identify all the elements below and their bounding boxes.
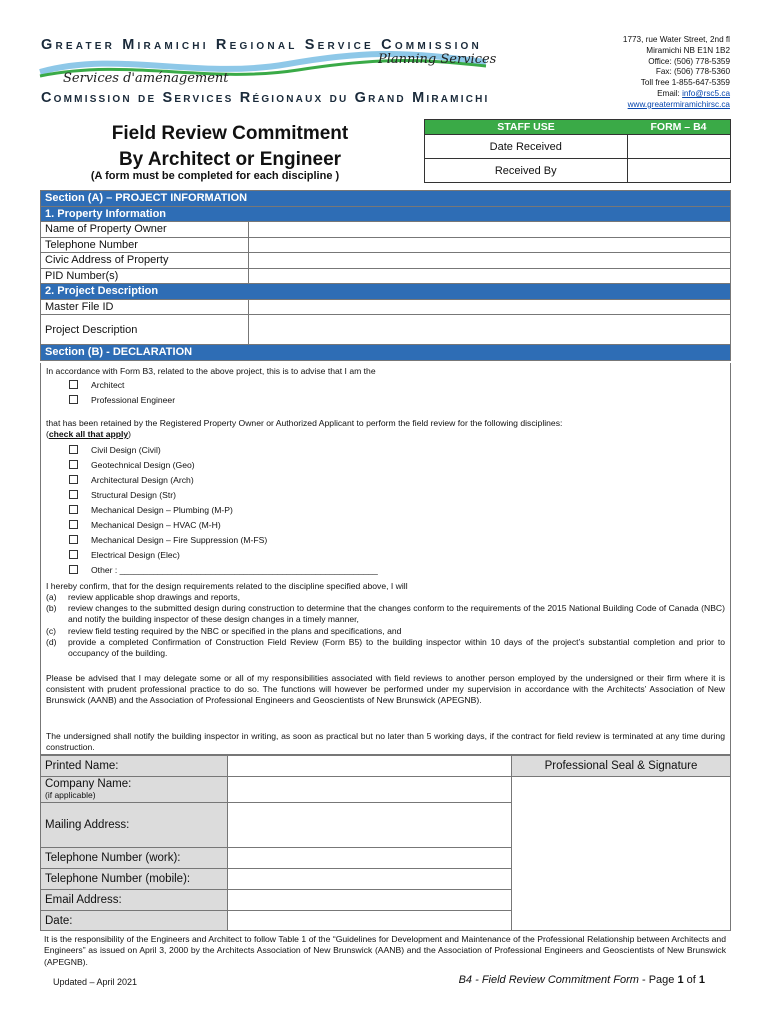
services-amenagement-text: Services d'aménagement bbox=[63, 71, 229, 86]
form-title bbox=[70, 121, 390, 173]
discipline-label: Electrical Design (Elec) bbox=[91, 550, 180, 560]
title-line2: By Architect or Engineer bbox=[118, 149, 342, 170]
responsibility-note: It is the responsibility of the Engineers and Architect to follow Table 1 of the “Guidelines for Development and Maintenance of the Professional Relationship between Architects and Engineers” as issued on April 3, 2000 by the Architects Association of New Brunswick (AANB) and the Association of Professional Engineers and Geoscientists of New Brunswick (APEGNB). bbox=[44, 934, 726, 967]
title-line1: Field Review Commitment bbox=[111, 123, 349, 144]
checkbox[interactable] bbox=[69, 505, 78, 514]
email-line bbox=[623, 89, 730, 100]
intro-text: In accordance with Form B3, related to the above project, this is to advise that I am the bbox=[46, 366, 376, 376]
discipline-label: Other : ______________________________________________________ bbox=[91, 565, 378, 575]
page-footer bbox=[459, 974, 705, 986]
owner-name-field[interactable] bbox=[249, 222, 731, 238]
tel-mobile-label: Telephone Number (mobile): bbox=[41, 869, 228, 890]
master-file-field[interactable] bbox=[249, 299, 731, 315]
contact-block bbox=[623, 35, 730, 111]
owner-name-label: Name of Property Owner bbox=[41, 222, 249, 238]
received-by-label: Received By bbox=[425, 159, 628, 183]
checkbox[interactable] bbox=[69, 490, 78, 499]
email-label: Email: bbox=[657, 88, 683, 98]
discipline-mfs[interactable] bbox=[69, 535, 267, 546]
check-all-line: (check all that apply) bbox=[46, 429, 132, 439]
discipline-label: Civil Design (Civil) bbox=[91, 445, 161, 455]
fax-number: Fax: (506) 778-5360 bbox=[655, 67, 730, 77]
check-all-text: check all that apply bbox=[48, 429, 129, 439]
org-name-english: Greater Miramichi Regional Service Commission bbox=[41, 37, 482, 53]
address-line2: Miramichi NB E1N 1B2 bbox=[646, 45, 730, 55]
email-label: Email Address: bbox=[41, 890, 228, 911]
discipline-label: Geotechnical Design (Geo) bbox=[91, 460, 195, 470]
page-number: 1 bbox=[677, 974, 684, 986]
discipline-label: Mechanical Design – Fire Suppression (M-FS) bbox=[91, 535, 268, 545]
toll-free: Toll free 1-855-647-5359 bbox=[640, 78, 730, 88]
confirm-text: I hereby confirm, that for the design requirements related to the discipline specified above, I will bbox=[46, 581, 408, 591]
list-item: (d) provide a completed Confirmation of Construction Field Review (Form B5) to the building inspector within 10 days of the project’s substantial completion and prior to occupancy of the building. bbox=[46, 637, 725, 658]
date-label: Date: bbox=[41, 911, 228, 931]
company-field[interactable] bbox=[228, 777, 512, 803]
tel-work-field[interactable] bbox=[228, 848, 512, 869]
date-received-field[interactable] bbox=[627, 135, 731, 159]
role-engineer[interactable] bbox=[69, 395, 175, 406]
discipline-geo[interactable] bbox=[69, 460, 195, 471]
declaration-body bbox=[40, 363, 731, 755]
checkbox[interactable] bbox=[69, 380, 78, 389]
company-label: Company Name: (if applicable) bbox=[41, 777, 228, 803]
master-file-label: Master File ID bbox=[41, 299, 249, 315]
discipline-arch[interactable] bbox=[69, 475, 194, 486]
staff-use-header: STAFF USE bbox=[425, 120, 628, 135]
retained-text: that has been retained by the Registered Property Owner or Authorized Applicant to perform the field review for the following disciplines: bbox=[46, 418, 563, 428]
page-of: of bbox=[683, 974, 699, 986]
tel-mobile-field[interactable] bbox=[228, 869, 512, 890]
checkbox[interactable] bbox=[69, 565, 78, 574]
project-desc-field[interactable] bbox=[249, 315, 731, 345]
role-architect[interactable] bbox=[69, 380, 124, 391]
checkbox[interactable] bbox=[69, 395, 78, 404]
role-label: Professional Engineer bbox=[91, 395, 176, 405]
mailing-address-label: Mailing Address: bbox=[41, 803, 228, 848]
org-name-french: Commission de Services Régionaux du Grand Miramichi bbox=[41, 90, 490, 106]
email-link[interactable]: info@rsc5.ca bbox=[682, 88, 730, 98]
form-subtitle: (A form must be completed for each discipline ) bbox=[90, 170, 340, 182]
discipline-label: Mechanical Design – HVAC (M-H) bbox=[91, 520, 221, 530]
telephone-field[interactable] bbox=[249, 237, 731, 253]
list-item: (c) review field testing required by the NBC or specified in the plans and specifications, and bbox=[46, 626, 402, 636]
telephone-label: Telephone Number bbox=[41, 237, 249, 253]
notify-text: The undersigned shall notify the building inspector in writing, as soon as practical but no later than 5 working days, if the contract for field review is terminated at any time during construction. bbox=[46, 731, 725, 752]
section-a-table bbox=[40, 190, 731, 361]
seal-signature-area[interactable] bbox=[512, 777, 731, 931]
address-line1: 1773, rue Water Street, 2nd fl bbox=[622, 35, 730, 44]
discipline-elec[interactable] bbox=[69, 550, 180, 561]
seal-label: Professional Seal & Signature bbox=[512, 756, 731, 777]
printed-name-field[interactable] bbox=[228, 756, 512, 777]
discipline-str[interactable] bbox=[69, 490, 176, 501]
property-info-header: 1. Property Information bbox=[41, 206, 731, 222]
checkbox[interactable] bbox=[69, 550, 78, 559]
delegation-text: Please be advised that I may delegate some or all of my responsibilities associated with field reviews to another person employed by the undersigned or their firm where it is consistent with prudent professional practice to do so. The functions will however be performed under my supervision in accordance with the Architects’ Association of New Brunswick (AANB) and the Association of Professional Engineers and Geoscientists of New Brunswick (APEGNB). bbox=[46, 673, 725, 705]
signature-table bbox=[40, 755, 731, 931]
discipline-label: Structural Design (Str) bbox=[91, 490, 177, 500]
list-item: (a) review applicable shop drawings and reports, bbox=[46, 592, 240, 602]
date-field[interactable] bbox=[228, 911, 512, 931]
mailing-address-field[interactable] bbox=[228, 803, 512, 848]
staff-use-table bbox=[424, 119, 731, 183]
civic-address-field[interactable] bbox=[249, 253, 731, 269]
received-by-field[interactable] bbox=[627, 159, 731, 183]
updated-date: Updated – April 2021 bbox=[53, 977, 138, 987]
email-field[interactable] bbox=[228, 890, 512, 911]
page-total: 1 bbox=[698, 974, 705, 986]
project-desc-label: Project Description bbox=[41, 315, 249, 345]
checkbox[interactable] bbox=[69, 460, 78, 469]
list-item: (b) review changes to the submitted design during construction to determine that the changes conform to the requirements of the 2015 National Building Code of Canada (NBC) and notify the building inspector of these design changes in a timely manner, bbox=[46, 603, 725, 624]
page-prefix: - Page bbox=[638, 974, 678, 986]
website-link[interactable]: www.greatermiramichirsc.ca bbox=[627, 99, 730, 109]
section-b-header: Section (B) - DECLARATION bbox=[41, 345, 731, 361]
pid-label: PID Number(s) bbox=[41, 268, 249, 284]
form-code: FORM – B4 bbox=[627, 120, 731, 135]
tel-work-label: Telephone Number (work): bbox=[41, 848, 228, 869]
office-phone: Office: (506) 778-5359 bbox=[648, 56, 730, 66]
checkbox[interactable] bbox=[69, 475, 78, 484]
checkbox[interactable] bbox=[69, 535, 78, 544]
pid-field[interactable] bbox=[249, 268, 731, 284]
civic-address-label: Civic Address of Property bbox=[41, 253, 249, 269]
form-name: B4 - Field Review Commitment Form bbox=[458, 974, 639, 986]
planning-services-text: Planning Services bbox=[378, 52, 497, 67]
discipline-label: Architectural Design (Arch) bbox=[91, 475, 194, 485]
discipline-label: Mechanical Design – Plumbing (M-P) bbox=[91, 505, 233, 515]
checkbox[interactable] bbox=[69, 445, 78, 454]
date-received-label: Date Received bbox=[425, 135, 628, 159]
discipline-mh[interactable] bbox=[69, 520, 221, 531]
discipline-mp[interactable] bbox=[69, 505, 233, 516]
project-desc-header: 2. Project Description bbox=[41, 284, 731, 300]
if-applicable: (if applicable) bbox=[45, 789, 96, 800]
role-label: Architect bbox=[91, 380, 125, 390]
discipline-other[interactable] bbox=[69, 565, 378, 576]
section-a-header: Section (A) – PROJECT INFORMATION bbox=[41, 191, 731, 207]
discipline-civil[interactable] bbox=[69, 445, 161, 456]
printed-name-label: Printed Name: bbox=[41, 756, 228, 777]
checkbox[interactable] bbox=[69, 520, 78, 529]
